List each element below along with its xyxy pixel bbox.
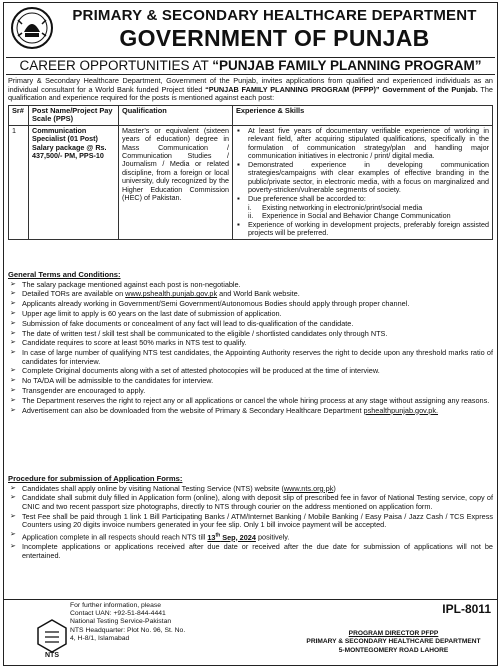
contact-line: NTS Headquarter: Plot No. 96, St. No.: [70, 626, 186, 634]
intro-project-title: “PUNJAB FAMILY PLANNING PROGRAM (PFPP)” Government of the Punjab.: [205, 84, 478, 94]
government-heading: GOVERNMENT OF PUNJAB: [119, 25, 430, 51]
contact-line: For further information, please: [70, 602, 162, 609]
terms-item: ➢ The Department reserves the right to reject any or all applications or cancel the whole hiring process at any stage without assigning any reasons.: [8, 397, 493, 406]
row-experience: [233, 125, 493, 239]
procedure-item: ➢ Test Fee shall be paid through 1 link 1 Bill Participating Banks / ATM/Internet Banking / Mobile Banking / Easy Paisa / Jazz Cash / TCS Express Counters using 20 digits invoice numbers generated in your fee slip. Only 1 bill invoice payment will be accepted.: [8, 513, 493, 530]
terms-item: ➢ Upper age limit to apply is 60 years on the last date of submission of application.: [8, 310, 493, 319]
footer-address: 5-MONTEGOMERY ROAD LAHORE: [338, 646, 449, 654]
header-qualification: Qualification: [119, 106, 233, 126]
advert-link[interactable]: pshealthpunjab.gov.pk.: [363, 405, 439, 415]
career-banner: [6, 57, 495, 75]
post-name: Communication Specialist (01 Post): [32, 125, 98, 144]
terms-section: [8, 271, 493, 416]
terms-item: ➢ Complete Original documents along with a set of attested photocopies will be produced at the time of interview.: [8, 367, 493, 376]
header-post: Post Name/Project Pay Scale (PPS): [29, 106, 119, 126]
terms-item: ➢ Submission of fake documents or concealment of any fact will lead to dis-qualification of the candidate.: [8, 320, 493, 329]
procedure-item: ➢ Application complete in all respects should reach NTS till 13th Sep, 2024 positively.: [8, 531, 493, 542]
terms-item: ➢ The date of written test / skill test shall be communicated to the eligible / shortlisted candidates only through NTS.: [8, 330, 493, 339]
department-heading: PRIMARY & SECONDARY HEALTHCARE DEPARTMENT: [72, 7, 477, 24]
advertisement-page: [3, 2, 498, 666]
intro-text-2: The qualification and experience required for the posts is mentioned against each post:: [8, 84, 493, 103]
terms-item: ➢ Transgender are encouraged to apply.: [8, 387, 493, 396]
terms-item: ➢ Advertisement can also be downloaded from the website of Primary & Secondary Healthcare Department pshealthpunjab.gov.pk.: [8, 407, 493, 416]
contact-line: Contact UAN: +92-51-844-4441: [70, 610, 166, 618]
procedure-item: ➢ Candidate shall submit duly filled in Application form (online), along with deposit slip of prescribed fee in favor of National Testing service, copy of CNIC and two recent passport size photographs, directly to NTS through courier on the address mentioned on application form.: [8, 494, 493, 511]
nts-link[interactable]: www.nts.org.pk: [283, 483, 334, 493]
table-header-row: [9, 106, 493, 126]
table-row: [9, 125, 493, 239]
terms-item: ➢ No TA/DA will be admissible to the candidates for interview.: [8, 377, 493, 386]
nts-logo-icon: [34, 618, 70, 658]
punjab-seal-logo: [10, 6, 54, 50]
header-experience: Experience & Skills: [233, 106, 493, 126]
department-contact: [296, 630, 491, 655]
terms-item: ➢ In case of large number of qualifying NTS test candidates, the Appointing Authority reserves the right to decide upon any threshold marks ratio of candidates for interview.: [8, 349, 493, 366]
footer: [4, 599, 497, 665]
intro-text-1: Primary & Secondary Healthcare Department, Government of the Punjab, invites applications from qualified and experienced individuals as an individual consultant for a World Bank funded Project titled: [8, 76, 493, 94]
procedure-item: ➢ Incomplete applications or applications received after due date or received after the due date for submission of applications will not be entertained.: [8, 543, 493, 560]
experience-item: ▪ At least five years of documentary verifiable experience of working in relevant field, after acquiring stipulated qualifications, specifically in the formulation of communication strategy/plan and handling major communication initiatives in electronic / print/ digital media.: [236, 127, 489, 161]
contact-line: 4, H-8/1, Islamabad: [70, 634, 130, 642]
terms-item: ➢ Candidate requires to score at least 50% marks in NTS test to qualify.: [8, 339, 493, 348]
terms-item: ➢ Detailed TORs are available on www.pshealth.punjab.gov.pk and World Bank website.: [8, 290, 493, 299]
terms-title: General Terms and Conditions:: [8, 270, 121, 279]
experience-item: ▪ Experience of working in development projects, preferably foreign assisted projects will be preferred.: [236, 221, 489, 238]
career-prefix: CAREER OPPORTUNITIES AT: [19, 58, 209, 73]
row-qualification: Master’s or equivalent (sixteen years of education) degree in Mass Communication / Communication Studies / Journalism / Media or related discipline, from a foreign or local university, duly recognized by the Higher Education Commission (HEC) of Pakistan.: [119, 125, 233, 239]
ipl-number: IPL-8011: [442, 602, 491, 616]
nts-logo-label: NTS: [45, 652, 59, 658]
contact-line: National Testing Service-Pakistan: [70, 618, 172, 626]
program-name: “PUNJAB FAMILY PLANNING PROGRAM”: [212, 58, 482, 73]
terms-item: ➢ The salary package mentioned against each post is non-negotiable.: [8, 281, 493, 290]
procedure-item: ➢ Candidates shall apply online by visiting National Testing Service (NTS) website (www.nts.org.pk): [8, 485, 493, 494]
preference-item: ii. Experience in Social and Behavior Change Communication: [248, 211, 451, 221]
terms-item: ➢ Applicants already working in Government/Semi Government/Autonomous Bodies should apply through proper channel.: [8, 300, 493, 309]
procedure-title: Procedure for submission of Application Forms:: [8, 474, 183, 483]
header: [4, 3, 497, 55]
procedure-section: [8, 475, 493, 562]
experience-item: ▪ Due preference shall be accorded to:: [236, 195, 489, 203]
experience-item: ▪ Demonstrated experience in developing communication strategies/campaigns with clear examples of effective branding in the public/private sector, in electronic media, with a focus on marginalized and poverty-stricken/vulnerable segments of society.: [236, 161, 489, 195]
deadline-date: 13th Sep, 2024: [207, 532, 256, 542]
intro-paragraph: [8, 77, 493, 103]
nts-contact-info: [70, 602, 190, 643]
tors-link[interactable]: www.pshealth.punjab.gov.pk: [125, 289, 218, 299]
preference-item: i. Existing networking in electronic/print/social media: [248, 202, 423, 212]
positions-table: [8, 105, 493, 240]
post-salary: Salary package @ Rs. 437,500/- PM, PPS-10: [32, 142, 107, 161]
program-director: PROGRAM DIRECTOR PFPP: [348, 630, 439, 637]
footer-department: PRIMARY & SECONDARY HEALTHCARE DEPARTMENT: [306, 638, 481, 646]
header-sr: Sr#: [9, 106, 29, 126]
row-sr: 1: [9, 125, 29, 239]
row-post: [29, 125, 119, 239]
